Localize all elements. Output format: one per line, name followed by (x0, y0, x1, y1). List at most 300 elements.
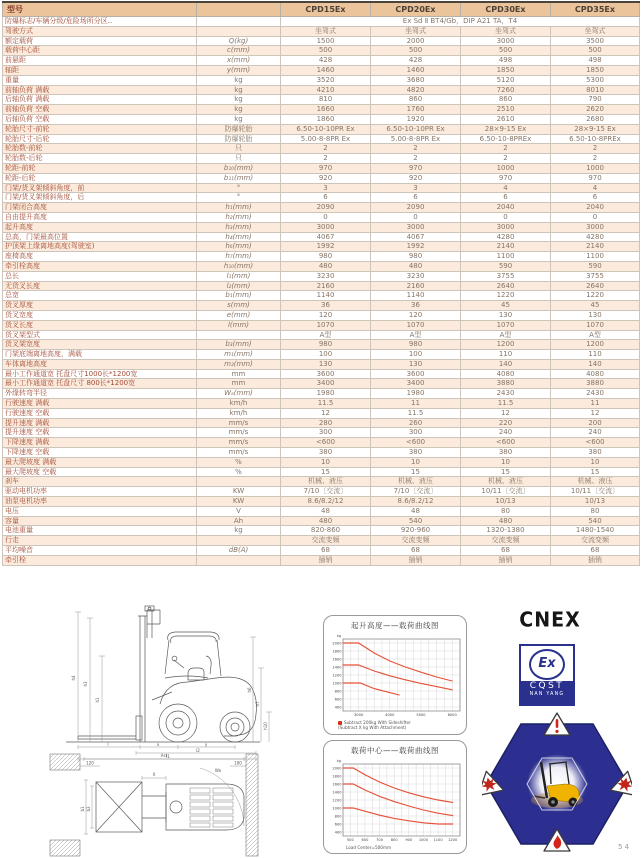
spec-cell: 3400 (281, 379, 371, 389)
aisle-walls (50, 754, 258, 856)
spec-cell: 500 (461, 46, 551, 56)
spec-cell: 1000 (551, 163, 640, 173)
spec-cell: 3755 (461, 271, 551, 281)
spec-cell: 8010 (551, 85, 640, 95)
spec-cell: 498 (551, 56, 640, 66)
spec-cell: kg (197, 75, 281, 85)
table-row (3, 105, 640, 115)
svg-text:l1: l1 (166, 753, 170, 759)
spec-cell: mm (197, 379, 281, 389)
spec-cell: 260 (371, 418, 461, 428)
spec-cell: 交流变频 (281, 536, 371, 546)
spec-cell: 3230 (281, 271, 371, 281)
spec-cell: 坐驾式 (371, 26, 461, 36)
spec-cell: 540 (551, 516, 640, 526)
spec-cell: dB(A) (197, 546, 281, 556)
spec-cell: 480 (371, 261, 461, 271)
table-row (3, 163, 640, 173)
spec-cell: b₁₁(mm) (197, 173, 281, 183)
spec-cell: ° (197, 193, 281, 203)
svg-text:1400: 1400 (332, 665, 342, 670)
spec-cell: 300 (371, 428, 461, 438)
spec-cell: 2040 (551, 203, 640, 213)
spec-cell: 7/10〔交流〕 (371, 487, 461, 497)
spec-cell: 140 (461, 359, 551, 369)
spec-cell: 1100 (551, 252, 640, 262)
table-row (3, 467, 640, 477)
svg-text:l2: l2 (196, 747, 200, 753)
spec-cell: 6 (461, 193, 551, 203)
table-row (3, 301, 640, 311)
spec-cell: 110 (461, 350, 551, 360)
table-row (3, 477, 640, 487)
svg-text:h1: h1 (95, 697, 100, 703)
curve-lower-curve (343, 683, 399, 695)
spec-cell: 1070 (551, 320, 640, 330)
spec-cell: 590 (551, 261, 640, 271)
spec-cell: l₁(mm) (197, 271, 281, 281)
spec-cell: 1992 (281, 242, 371, 252)
spec-cell: 2610 (461, 114, 551, 124)
spec-cell: 11.5 (281, 399, 371, 409)
spec-cell: 2430 (551, 389, 640, 399)
load-center-load-curve-panel (323, 740, 467, 854)
spec-cell: 860 (371, 95, 461, 105)
svg-text:1200: 1200 (332, 798, 342, 803)
svg-text:600: 600 (334, 697, 342, 702)
spec-cell: 5.00-8-8PR Ex (281, 134, 371, 144)
spec-cell: h₄(mm) (197, 232, 281, 242)
spec-cell: 280 (281, 418, 371, 428)
spec-cell: 提升速度 满载 (3, 418, 197, 428)
svg-text:1800: 1800 (332, 649, 342, 654)
table-row (3, 340, 640, 350)
spec-cell: 货叉长度 (3, 320, 197, 330)
table-row (3, 56, 640, 66)
forklift-side-view-art (66, 606, 260, 742)
table-row (3, 183, 640, 193)
spec-cell: 自由提升高度 (3, 212, 197, 222)
svg-text:1000: 1000 (332, 681, 342, 686)
spec-cell: 10/11〔交流〕 (551, 487, 640, 497)
spec-cell: 4067 (281, 232, 371, 242)
spec-cell: Ex Sd Ⅱ BT4/Gb，DIP A21 TA，T4 (281, 17, 640, 27)
table-row (3, 252, 640, 262)
table-row (3, 124, 640, 134)
table-row (3, 428, 640, 438)
spec-cell: 重量 (3, 75, 197, 85)
spec-table (2, 1, 640, 566)
svg-text:1200: 1200 (448, 838, 458, 842)
cnex-logo: CNEX (519, 608, 581, 632)
table-row (3, 75, 640, 85)
table-header-unit (197, 2, 281, 17)
spec-cell: 11 (371, 399, 461, 409)
spec-cell (197, 330, 281, 340)
spec-cell: 2430 (461, 389, 551, 399)
spec-cell: 3230 (371, 271, 461, 281)
spec-cell: 电压 (3, 506, 197, 516)
spec-cell: 6 (371, 193, 461, 203)
spec-cell: 3000 (461, 222, 551, 232)
spec-cell: 5120 (461, 75, 551, 85)
spec-cell: 货叉宽度 (3, 310, 197, 320)
spec-cell: 3600 (281, 369, 371, 379)
spec-cell: 1000 (461, 163, 551, 173)
spec-cell: h₇(mm) (197, 252, 281, 262)
spec-cell: 2640 (461, 281, 551, 291)
spec-cell: 36 (281, 301, 371, 311)
spec-cell: kg (197, 114, 281, 124)
explosion-proof-emblem (482, 700, 632, 858)
spec-cell: 240 (551, 428, 640, 438)
table-header-cpd15ex: CPD15Ex (281, 2, 371, 17)
spec-cell: 540 (371, 516, 461, 526)
spec-cell: 门架/货叉架倾斜角度，后 (3, 193, 197, 203)
table-row (3, 546, 640, 556)
spec-cell: 6.50-10-10PR Ex (371, 124, 461, 134)
spec-cell: 2510 (461, 105, 551, 115)
table-row (3, 114, 640, 124)
spec-cell: 4820 (371, 85, 461, 95)
spec-cell: 110 (551, 350, 640, 360)
spec-cell: e(mm) (197, 310, 281, 320)
spec-cell: Wₐ(mm) (197, 389, 281, 399)
spec-cell: A型 (551, 330, 640, 340)
spec-cell: 820-860 (281, 526, 371, 536)
spec-cell: mm/s (197, 418, 281, 428)
table-row (3, 144, 640, 154)
spec-cell: 10 (551, 457, 640, 467)
spec-cell: 4080 (461, 369, 551, 379)
spec-cell: 1220 (461, 291, 551, 301)
spec-cell: h₁₀(mm) (197, 261, 281, 271)
spec-cell: 15 (461, 467, 551, 477)
spec-cell: 轴距 (3, 65, 197, 75)
table-row (3, 408, 640, 418)
spec-cell: 4080 (551, 369, 640, 379)
svg-text:3000: 3000 (354, 713, 364, 717)
table-row (3, 359, 640, 369)
spec-cell: A型 (371, 330, 461, 340)
spec-cell: 总高，门架最高位置 (3, 232, 197, 242)
spec-cell: 6 (551, 193, 640, 203)
spec-cell: 座椅高度 (3, 252, 197, 262)
spec-cell: 10 (281, 457, 371, 467)
spec-cell: 130 (551, 310, 640, 320)
spec-cell: 4067 (371, 232, 461, 242)
spec-cell: s(mm) (197, 301, 281, 311)
spec-cell: 790 (551, 95, 640, 105)
spec-cell: 380 (551, 448, 640, 458)
svg-text:1400: 1400 (332, 790, 342, 795)
spec-cell: 2680 (551, 114, 640, 124)
spec-cell: <600 (281, 438, 371, 448)
spec-cell: mm (197, 369, 281, 379)
spec-cell: 插销 (461, 555, 551, 565)
table-row (3, 438, 640, 448)
spec-cell: 牵引栓 (3, 555, 197, 565)
chart1-title: 起升高度——载荷曲线图 (351, 621, 439, 630)
spec-cell: 3520 (281, 75, 371, 85)
spec-cell: 590 (461, 261, 551, 271)
spec-cell: 2140 (551, 242, 640, 252)
spec-cell: 交流变频 (551, 536, 640, 546)
chart2-footnote: Load Center=500mm (346, 845, 392, 850)
spec-cell: 80 (461, 506, 551, 516)
nanyang-text: NAN YANG (529, 692, 565, 697)
spec-cell: 最小工作通道宽 托盘尺寸1000长*1200宽 (3, 369, 197, 379)
table-row (3, 526, 640, 536)
spec-cell: 只 (197, 144, 281, 154)
spec-cell: 970 (551, 173, 640, 183)
spec-cell: h₃(mm) (197, 222, 281, 232)
spec-cell: 驾驶方式 (3, 26, 197, 36)
spec-cell: 3 (281, 183, 371, 193)
spec-cell: 3000 (461, 36, 551, 46)
svg-text:b1: b1 (80, 806, 85, 812)
spec-cell: 轮胎数-后轮 (3, 154, 197, 164)
svg-text:6000: 6000 (447, 713, 457, 717)
spec-cell (197, 17, 281, 27)
table-row (3, 212, 640, 222)
svg-text:5000: 5000 (416, 713, 426, 717)
spec-cell: kg (197, 95, 281, 105)
spec-cell: 2160 (371, 281, 461, 291)
spec-cell: 只 (197, 154, 281, 164)
svg-text:h10: h10 (263, 722, 268, 730)
spec-cell: <600 (371, 438, 461, 448)
spec-cell: 1850 (551, 65, 640, 75)
spec-cell: 后轴负荷 空载 (3, 114, 197, 124)
svg-text:kg: kg (336, 759, 341, 763)
table-row (3, 555, 640, 565)
spec-cell: 0 (461, 212, 551, 222)
spec-cell: 68 (371, 546, 461, 556)
spec-cell: 插销 (281, 555, 371, 565)
spec-cell: 刹车 (3, 477, 197, 487)
spec-cell: m₁(mm) (197, 350, 281, 360)
table-row (3, 261, 640, 271)
spec-cell: 机械、液压 (461, 477, 551, 487)
spec-cell: 货叉架型式 (3, 330, 197, 340)
lift-height-load-curve-chart (326, 632, 464, 719)
spec-cell: 1100 (461, 252, 551, 262)
spec-cell: 最小工作通道宽 托盘尺寸 800长*1200宽 (3, 379, 197, 389)
spec-cell: 12 (281, 408, 371, 418)
spec-cell: mm/s (197, 448, 281, 458)
spec-cell: 48 (371, 506, 461, 516)
spec-cell: 3500 (551, 36, 640, 46)
spec-cell: 10/11〔交流〕 (461, 487, 551, 497)
spec-cell: b₁₀(mm) (197, 163, 281, 173)
spec-cell: 门架/货叉架倾斜角度，前 (3, 183, 197, 193)
spec-cell: 坐驾式 (281, 26, 371, 36)
svg-text:100: 100 (234, 760, 242, 766)
curve-upper-curve (343, 768, 453, 802)
spec-cell: % (197, 467, 281, 477)
table-header-cpd20ex: CPD20Ex (371, 2, 461, 17)
spec-cell: mm/s (197, 438, 281, 448)
spec-cell: 28×9-15 Ex (551, 124, 640, 134)
table-row (3, 26, 640, 36)
spec-cell: 1320-1380 (461, 526, 551, 536)
spec-cell: 428 (371, 56, 461, 66)
table-row (3, 222, 640, 232)
spec-cell: 下降速度 空载 (3, 448, 197, 458)
table-row (3, 310, 640, 320)
load-center-load-curve-chart (326, 757, 464, 844)
spec-cell: % (197, 457, 281, 467)
cqst-text: CQST (529, 681, 565, 691)
svg-text:120: 120 (86, 760, 94, 766)
spec-cell: 10/13 (551, 497, 640, 507)
table-row (3, 17, 640, 27)
spec-cell: 130 (371, 359, 461, 369)
spec-cell: 轮距-前轮 (3, 163, 197, 173)
forklift-side-view-diagram (48, 604, 278, 766)
spec-cell: 2 (551, 144, 640, 154)
spec-cell: 1070 (371, 320, 461, 330)
svg-text:600: 600 (361, 838, 369, 842)
spec-cell: 4 (551, 183, 640, 193)
spec-cell: 2 (281, 144, 371, 154)
table-row (3, 271, 640, 281)
spec-cell: 轮胎尺寸-前轮 (3, 124, 197, 134)
spec-cell: kg (197, 85, 281, 95)
spec-cell: 11 (551, 399, 640, 409)
spec-cell: 坐驾式 (551, 26, 640, 36)
spec-cell: 2090 (371, 203, 461, 213)
spec-cell: 额定载荷 (3, 36, 197, 46)
table-row (3, 379, 640, 389)
spec-cell: 4210 (281, 85, 371, 95)
spec-cell: 3755 (551, 271, 640, 281)
spec-cell: 500 (551, 46, 640, 56)
svg-text:kg: kg (336, 634, 341, 638)
svg-text:4000: 4000 (385, 713, 395, 717)
spec-cell: 970 (371, 163, 461, 173)
table-header-cpd35ex: CPD35Ex (551, 2, 640, 17)
spec-cell: 6.50-10-10PR Ex (281, 124, 371, 134)
spec-cell: 100 (371, 350, 461, 360)
spec-cell: 轮距-后轮 (3, 173, 197, 183)
svg-text:1000: 1000 (332, 806, 342, 811)
spec-cell: h₂(mm) (197, 212, 281, 222)
spec-cell: 总长 (3, 271, 197, 281)
spec-cell: 下降速度 满载 (3, 438, 197, 448)
spec-cell: 80 (551, 506, 640, 516)
spec-cell (197, 26, 281, 36)
spec-cell: 0 (281, 212, 371, 222)
spec-cell: b₁(mm) (197, 291, 281, 301)
spec-cell: 3880 (551, 379, 640, 389)
svg-text:2000: 2000 (332, 641, 342, 646)
spec-cell: 门架闭合高度 (3, 203, 197, 213)
svg-text:800: 800 (390, 838, 398, 842)
spec-cell: 7260 (461, 85, 551, 95)
spec-cell: 480 (281, 261, 371, 271)
spec-cell: 4280 (551, 232, 640, 242)
spec-cell: 交流变频 (371, 536, 461, 546)
table-row (3, 320, 640, 330)
spec-cell: 牵引栓高度 (3, 261, 197, 271)
table-header-row (3, 2, 640, 17)
table-header-model-label: 型号 (3, 2, 197, 17)
table-row (3, 448, 640, 458)
page-number: 54 (618, 843, 631, 851)
table-row (3, 506, 640, 516)
spec-cell: l(mm) (197, 320, 281, 330)
spec-cell: 3000 (551, 222, 640, 232)
spec-cell: 货叉架宽度 (3, 340, 197, 350)
spec-cell: 1860 (281, 114, 371, 124)
spec-cell: 容量 (3, 516, 197, 526)
spec-cell: 轮胎数-前轮 (3, 144, 197, 154)
spec-cell: 行走 (3, 536, 197, 546)
spec-cell: 提升速度 空载 (3, 428, 197, 438)
table-row (3, 350, 640, 360)
spec-cell: 2640 (551, 281, 640, 291)
spec-cell: 1200 (461, 340, 551, 350)
table-row (3, 291, 640, 301)
spec-cell: ° (197, 183, 281, 193)
table-row (3, 399, 640, 409)
spec-cell: 车体离地高度 (3, 359, 197, 369)
spec-cell: x(mm) (197, 56, 281, 66)
spec-cell: 3880 (461, 379, 551, 389)
spec-cell: 1200 (551, 340, 640, 350)
forklift-top-view-diagram (48, 752, 263, 858)
spec-cell (197, 477, 281, 487)
spec-cell (197, 536, 281, 546)
spec-cell: A型 (281, 330, 371, 340)
spec-cell: 15 (371, 467, 461, 477)
svg-text:l: l (107, 741, 109, 747)
svg-text:x: x (156, 741, 160, 747)
spec-cell: 28×9-15 Ex (461, 124, 551, 134)
spec-cell: 6 (281, 193, 371, 203)
spec-cell: 45 (461, 301, 551, 311)
spec-cell: b₃(mm) (197, 340, 281, 350)
spec-cell: KW (197, 487, 281, 497)
spec-cell: 起升高度 (3, 222, 197, 232)
spec-cell: 36 (371, 301, 461, 311)
spec-cell: 3600 (371, 369, 461, 379)
svg-text:X: X (152, 772, 156, 777)
spec-cell: 10/13 (461, 497, 551, 507)
spec-cell: 500 (371, 46, 461, 56)
spec-cell: 68 (551, 546, 640, 556)
spec-cell: 480 (281, 516, 371, 526)
table-header-cpd30ex: CPD30Ex (461, 2, 551, 17)
spec-cell: 电池重量 (3, 526, 197, 536)
spec-cell: 2 (281, 154, 371, 164)
spec-cell: 前悬距 (3, 56, 197, 66)
spec-cell: 3000 (281, 222, 371, 232)
svg-text:500: 500 (346, 838, 354, 842)
spec-cell: 380 (461, 448, 551, 458)
table-row (3, 95, 640, 105)
spec-cell: 3000 (371, 222, 461, 232)
spec-cell: 6.50-10-8PREx (461, 134, 551, 144)
svg-text:Ast: Ast (160, 753, 168, 758)
svg-text:1600: 1600 (332, 657, 342, 662)
spec-cell: 载荷中心距 (3, 46, 197, 56)
spec-cell: 2140 (461, 242, 551, 252)
spec-cell: h₆(mm) (197, 242, 281, 252)
spec-cell: 2090 (281, 203, 371, 213)
